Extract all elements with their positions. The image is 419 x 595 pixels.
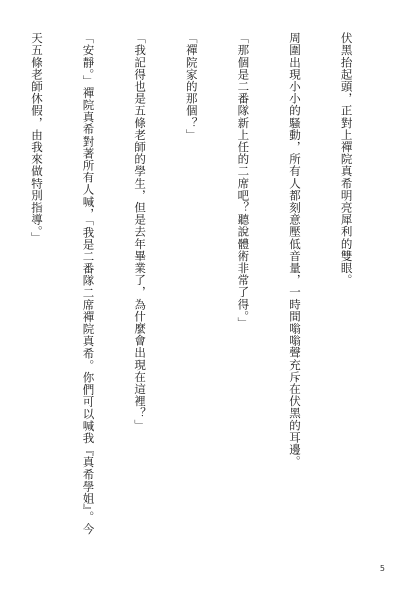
- text-line: 周圍出現小小的騷動，所有人都刻意壓低音量，一時間嗡嗡聲充斥在伏黑的耳邊。: [287, 32, 302, 468]
- text-line: 「禪院家的那個？」: [184, 32, 199, 141]
- text-line: 天五條老師休假，由我來做特別指導。」: [29, 32, 44, 245]
- text-line: 「我記得也是五條老師的學生，但是去年畢業了，為什麼會出現在這裡？」: [133, 32, 148, 432]
- text-line: 伏黑抬起頭，正對上禪院真希明亮犀利的雙眼。: [339, 32, 354, 287]
- text-line: 「那個是二番隊新上任的二席吧？聽說體術非常了得。」: [236, 32, 251, 329]
- body-text: [29, 32, 389, 554]
- page-number: 5: [379, 564, 385, 573]
- text-line: 「安靜。」禪院真希對著所有人喊，「我是二番隊二席禪院真希。你們可以喊我『真希學姐』。今: [81, 32, 96, 536]
